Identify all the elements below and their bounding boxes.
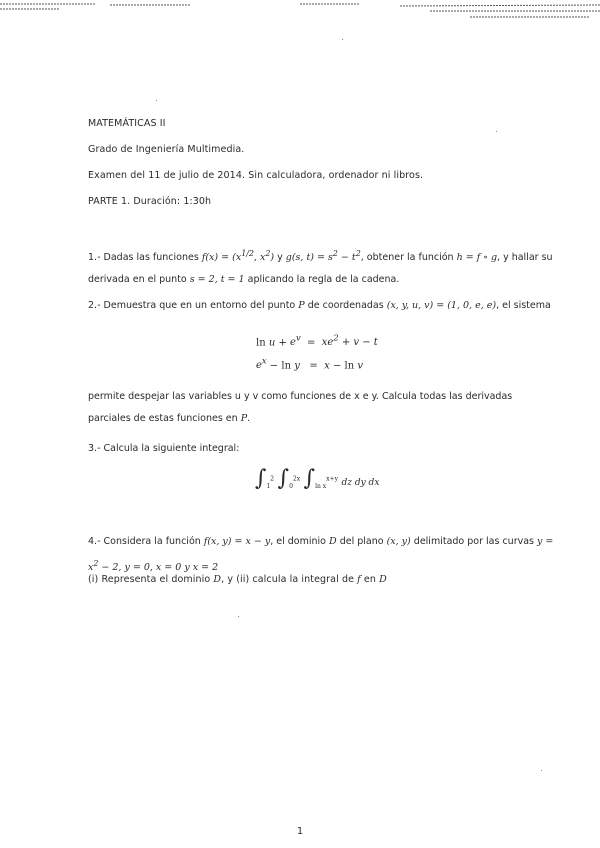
scan-noise	[0, 0, 600, 30]
g-definition: g(s, $t) = s^2 - t^2$	[285, 249, 361, 264]
problem-3-number: 3.-	[88, 443, 101, 454]
triple-integral: $\int_1^2$ $\int_0^{2x}$ $\int_{ln x}^{x+y}$ dz dy dx	[255, 466, 380, 491]
course-title: MATEMÁTICAS II	[88, 118, 166, 129]
point: s = 2, t = 1	[189, 274, 245, 286]
coordinates: (x, y, u, v) = (1, 0, e, e)	[386, 300, 497, 311]
part-line: PARTE 1. Duración: 1:30h	[88, 196, 212, 207]
problem-1: 1.- Dadas las funciones $f(x) = (x^{1/2}$, $x^2$) y g(s, $t) = s^2 - t^2$, obtener la función h = f ∘ g, y hallar su derivada en el punto s = 2, t = 1 aplicando la regla de la cadena.	[88, 249, 553, 286]
h-definition: h = f ∘ g	[456, 252, 498, 264]
degree-line: Grado de Ingeniería Multimedia.	[88, 144, 245, 155]
scan-dot	[156, 100, 157, 101]
scan-dot	[496, 131, 497, 132]
problem-2-number: 2.-	[88, 300, 101, 311]
problem-3: 3.- Calcula la siguiente integral:	[88, 443, 240, 454]
system-eq2: $e^x - \ln y = x - \ln v$	[256, 356, 364, 372]
scan-dot	[541, 770, 542, 771]
problem-4: 4.- Considera la función f(x, y) = x − y, el dominio D del plano (x, y) delimitado por las curvas $y = x^2 - 2$, y = 0, x = 0 y x = 2	[88, 536, 554, 574]
scan-dot	[342, 39, 343, 40]
curves: $y = x^2 - 2$, y = 0, x = 0 y x = 2	[88, 536, 554, 574]
problem-4-items: (i) Representa el dominio D, y (ii) calcula la integral de f en D	[88, 574, 387, 585]
f-function: f(x, y) = x − y	[203, 536, 271, 547]
exam-line: Examen del 11 de julio de 2014. Sin calculadora, ordenador ni libros.	[88, 170, 424, 181]
problem-2-body: permite despejar las variables u y v como funciones de x e y. Calcula todas las derivadas parciales de estas funciones en P.	[88, 391, 513, 424]
problem-1-number: 1.-	[88, 252, 101, 264]
problem-4-number: 4.-	[88, 536, 101, 547]
system-eq1: $\ln u + e^v = xe^2 + v - t$	[256, 333, 378, 349]
problem-2-intro: 2.- Demuestra que en un entorno del punto P de coordenadas (x, y, u, v) = (1, 0, e, e), el sistema	[88, 300, 551, 311]
f-definition: $f(x) = (x^{1/2}$, $x^2$)	[201, 249, 275, 264]
page-number: 1	[296, 826, 304, 837]
scan-dot	[238, 616, 239, 617]
